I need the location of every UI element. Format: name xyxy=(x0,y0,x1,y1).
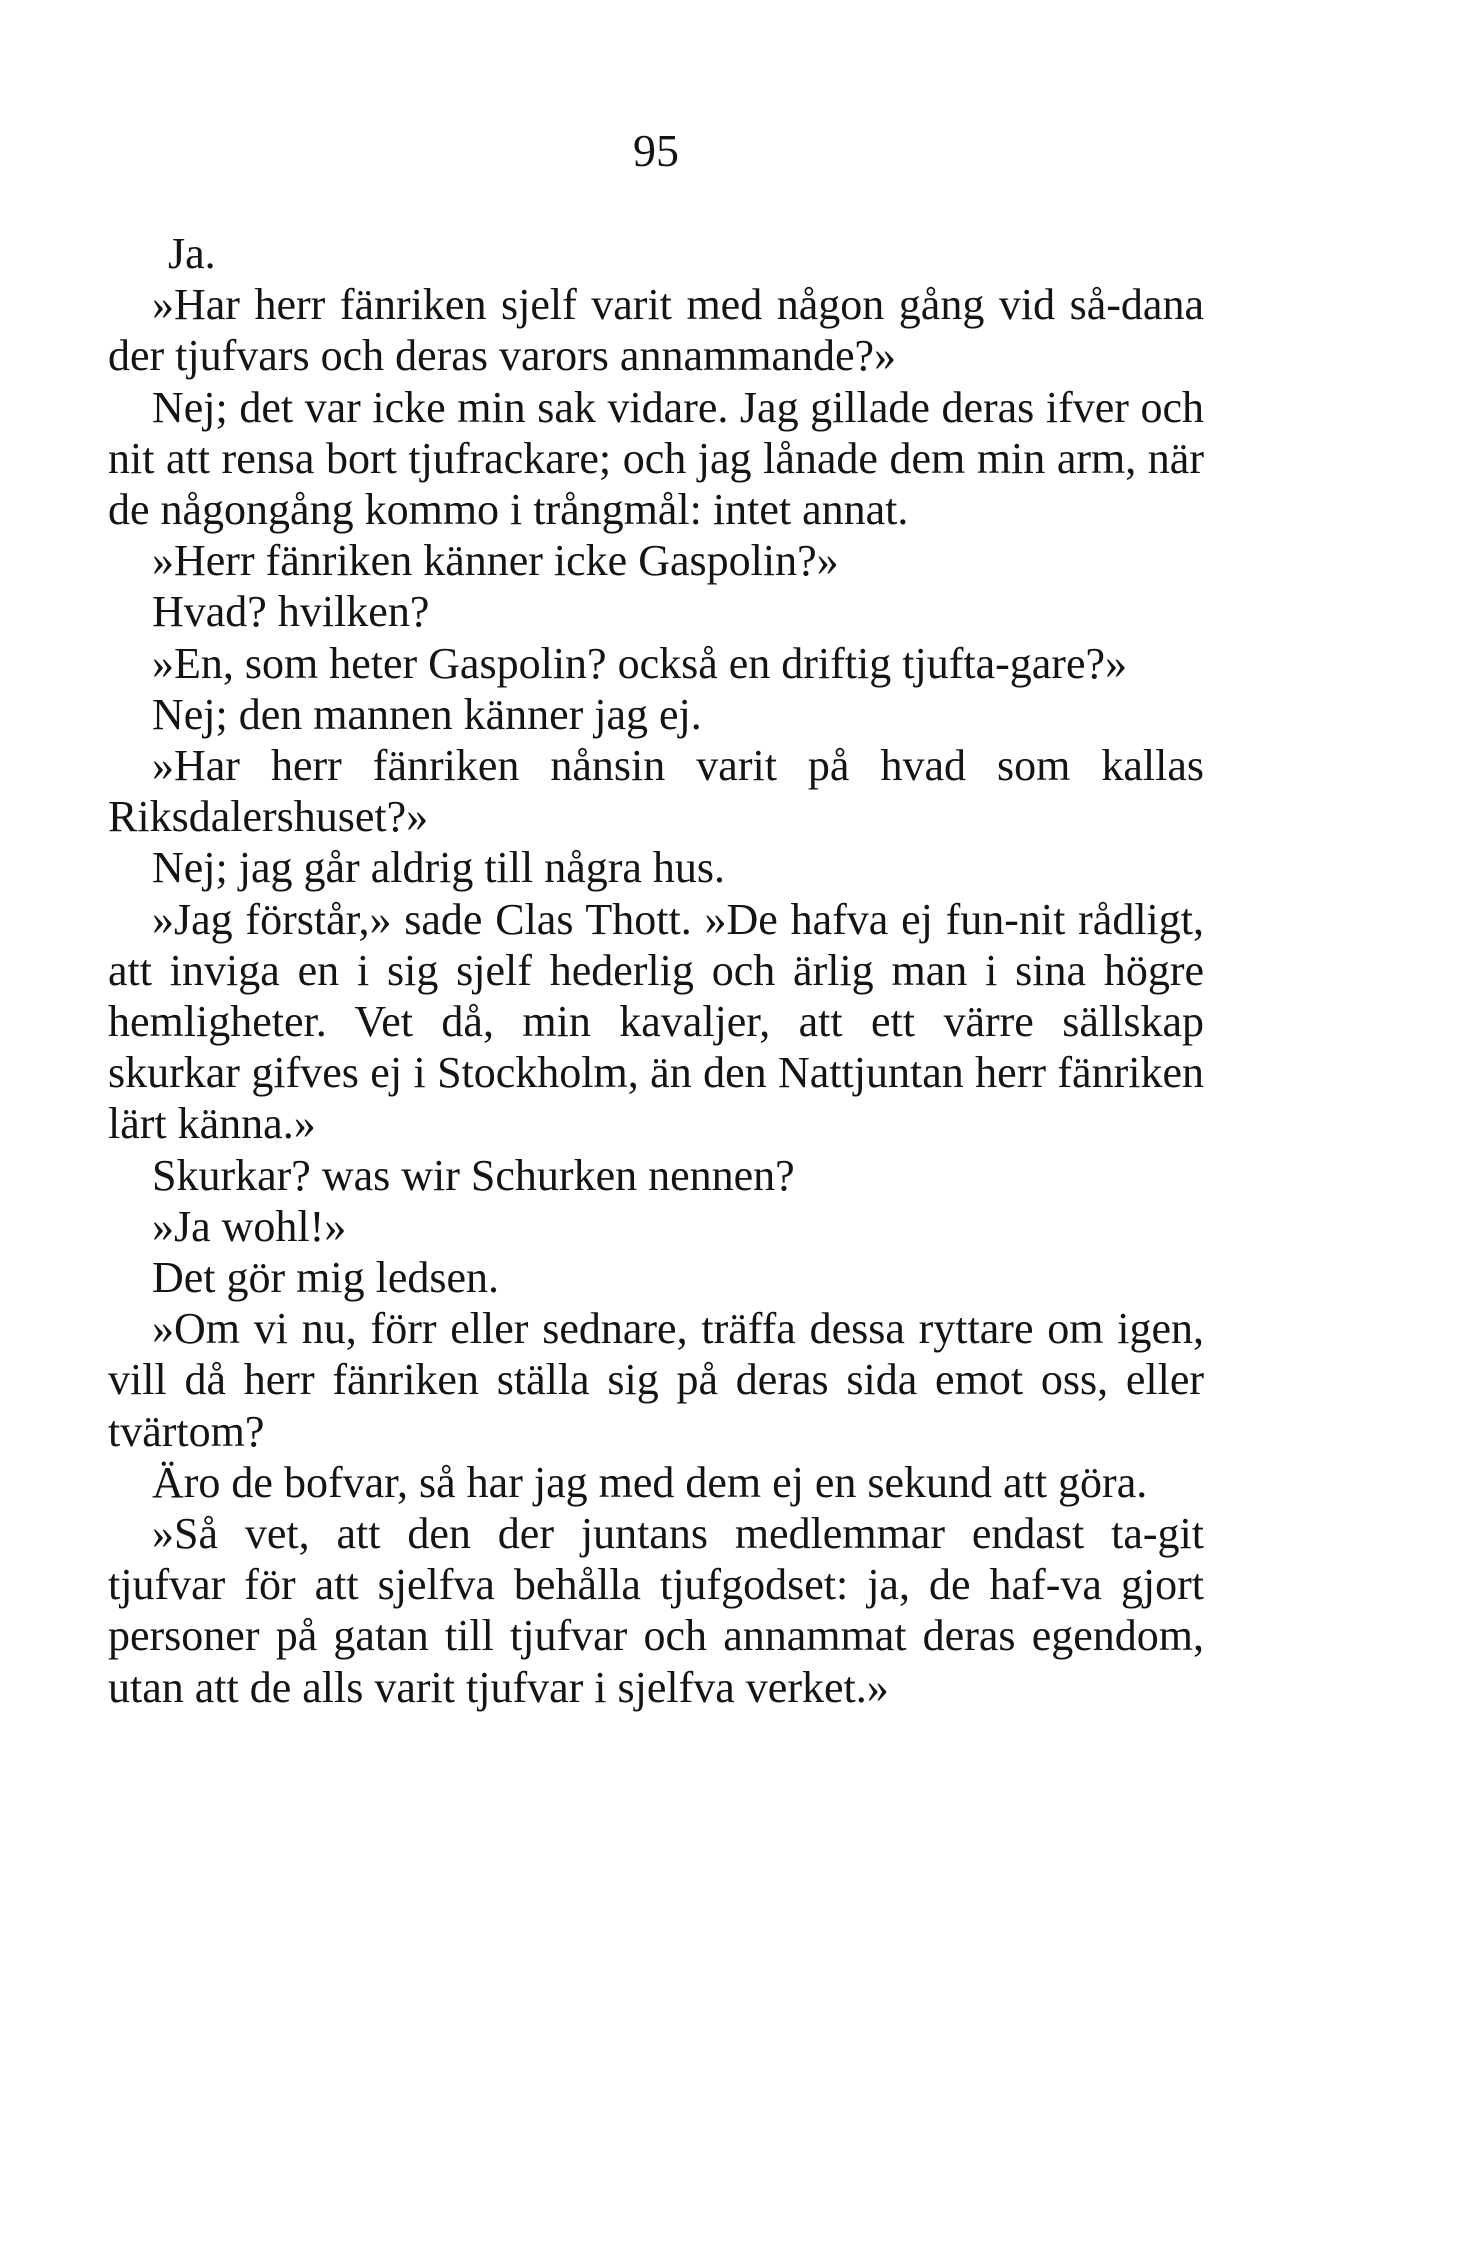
paragraph: Äro de bofvar, så har jag med dem ej en sekund att göra. xyxy=(152,1457,1148,1507)
paragraph: »Jag förstår,» sade Clas Thott. »De hafva ej fun-nit rådligt, att inviga en i sig sjelf hederlig och ärlig man i sina högre hemligheter. Vet då, min kavaljer, att ett värre sällskap skurkar gifves ej i Stockholm, än den Nattjuntan herr fänriken lärt känna.» xyxy=(108,894,1204,1149)
paragraph: »Har herr fänriken sjelf varit med någon gång vid så-dana der tjufvars och deras varors annammande?» xyxy=(108,280,1204,381)
paragraph: »En, som heter Gaspolin? också en driftig tjufta-gare?» xyxy=(152,638,1128,688)
paragraph: »Har herr fänriken nånsin varit på hvad som kallas Riksdalershuset?» xyxy=(108,741,1204,842)
paragraph: »Om vi nu, förr eller sednare, träffa dessa ryttare om igen, vill då herr fänriken ställa sig på deras sida emot oss, eller tvärtom? xyxy=(108,1304,1204,1456)
paragraph: Nej; jag går aldrig till några hus. xyxy=(152,843,726,893)
paragraph: Hvad? hvilken? xyxy=(152,587,430,637)
paragraph: Det gör mig ledsen. xyxy=(152,1253,500,1303)
paragraph: »Herr fänriken känner icke Gaspolin?» xyxy=(152,536,839,586)
paragraph: Nej; det var icke min sak vidare. Jag gillade deras ifver och nit att rensa bort tjufrackare; och jag lånade dem min arm, när de någongång kommo i trångmål: intet annat. xyxy=(108,382,1204,535)
paragraph: »Ja wohl!» xyxy=(152,1201,347,1251)
paragraph: »Så vet, att den der juntans medlemmar endast ta-git tjufvar för att sjelfva behålla tjufgodset: ja, de haf-va gjort personer på gatan till tjufvar och annammat deras egendom, utan att de alls varit tjufvar i sjelfva verket.» xyxy=(108,1509,1204,1712)
paragraph: Skurkar? was wir Schurken nennen? xyxy=(152,1150,795,1200)
page-number: 95 xyxy=(633,125,679,176)
paragraph: Ja. xyxy=(168,229,216,278)
page-body-text xyxy=(108,228,1204,1713)
paragraph: Nej; den mannen känner jag ej. xyxy=(152,689,702,739)
